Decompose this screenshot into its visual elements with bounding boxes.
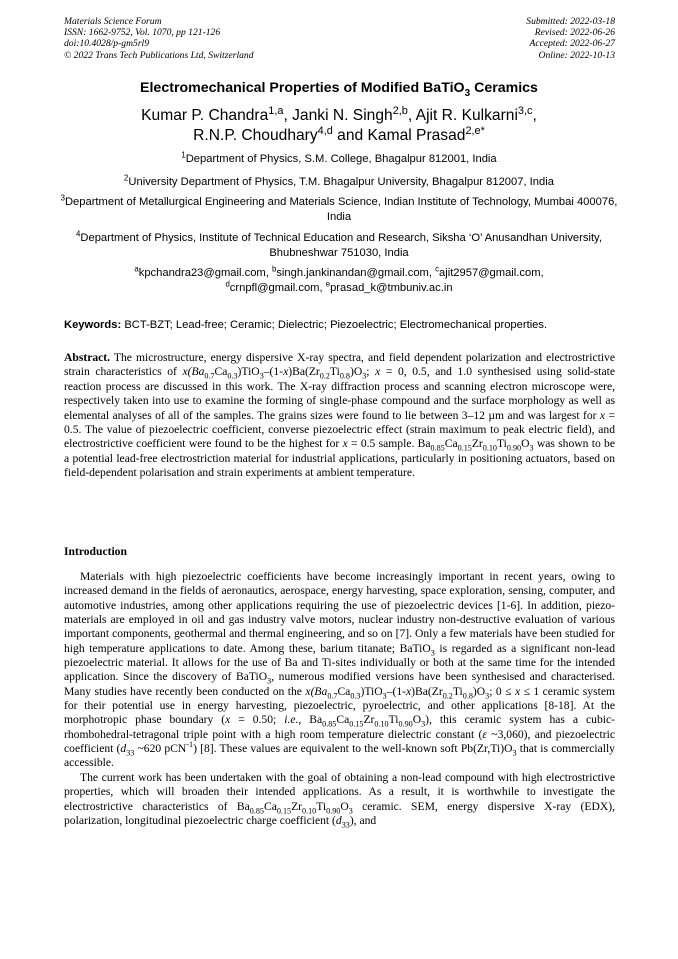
date-online: Online: 2022-10-13 xyxy=(538,49,615,61)
intro-paragraph-1: Materials with high piezoelectric coefficients have become increasingly important in recent years, owing to increased demand in the fields of aeronautics, aerospace, energy harvesting, space exploration, sensing, computer, and automotive industries, among other applications requiring the use of piezoelectric devices [1-6]. In addition, piezo-materials are employed in oil and gas industry valve motors, nuclear industry non-destructive evaluation of various important components, geothermal and thermal engineering, and so on [7]. Only a few materials have been studied for high temperature applications to date. Among these, barium titanate; BaTiO$_3$ is regarded as a significant non-lead piezoelectric material. It allows for the use of Ba and Ti-sites individually or both at the same time for the intended application. Since the discovery of BaTiO$_3$, numerous modified versions have been synthesised and characterised. Many studies have recently been conducted on the $x(Ba_{0.7}Ca_{0.3})TiO_3-(1-x)Ba(Zr_{0.2}Ti_{0.8})O_3$; 0 ≤ x ≤ 1 ceramic system for their potential use in energy harvesting, piezoelectric, pyroelectric, and other applications [8-18]. At the morphotropic phase boundary (x = 0.50; i.e., $Ba_{0.85}Ca_{0.15}Zr_{0.10}Ti_{0.90}O_3$), this ceramic system has a cubic-rhombohedral-tetragonal triple point with a high room temperature dielectric constant (ε ~3,060), and piezoelectric coefficient ($d_{33}$ ~620 pCN$^{-1}$) [8]. These values are equivalent to the well-known soft $Pb(Zr,Ti)O_3$ that is commercially accessible. xyxy=(64,570,616,770)
keywords xyxy=(64,318,616,332)
paper-title: Electromechanical Properties of Modified BaTiO$_3$ Ceramics xyxy=(140,80,538,99)
author-line-2: R.N.P. Choudhary$^{4,d}$ and Kamal Prasad$^{2,e*}$ xyxy=(193,124,485,144)
email-link[interactable]: kpchandra23@gmail.com, xyxy=(138,267,272,279)
section-heading-introduction: Introduction xyxy=(64,545,127,558)
email-link[interactable]: ajit2957@gmail.com, xyxy=(439,267,544,279)
journal-doi: doi:10.4028/p-gm5rl9 xyxy=(64,38,150,50)
author-line-1: Kumar P. Chandra$^{1,a}$, Janki N. Singh$^{2,b}$, Ajit R. Kulkarni$^{3,c}$, xyxy=(141,104,537,124)
author-emails: $^a$kpchandra23@gmail.com, $^b$singh.jankinandan@gmail.com, $^c$ajit2957@gmail.com, $^d$crnpfl@gmail.com, $^e$prasad_k@tmbuniv.ac.in xyxy=(134,264,544,294)
keywords-text: BCT-BZT; Lead-free; Ceramic; Dielectric; Piezoelectric; Electromechanical properties. xyxy=(124,319,548,331)
date-revised: Revised: 2022-06-26 xyxy=(534,27,615,39)
keywords-label: Keywords: xyxy=(64,319,125,331)
affiliation-2: $^2$University Department of Physics, T.M. Bhagalpur University, Bhagalpur 812007, India xyxy=(124,173,554,188)
introduction-body xyxy=(64,570,615,828)
author-list xyxy=(60,106,618,146)
journal-header-left xyxy=(64,16,254,61)
journal-name: Materials Science Forum xyxy=(64,16,162,27)
abstract: Abstract. The microstructure, energy dispersive X-ray spectra, and field dependent polarization and electrostrictive strain characteristics of $x(Ba_{0.7}Ca_{0.3})TiO_3-(1-x)Ba(Zr_{0.2}Ti_{0.8})O_3$; x = 0, 0.5, and 1.0 synthesised using solid-state reaction process are discussed in this work. The X-ray diffraction process and scanning electron microscope were, respectively taken into use to examine the forming of single-phase compound and the surface morphology as well as elemental analyses of all of the samples. The grains sizes were found to lie between 3–12 µm and was largest for x = 0.5. The value of piezoelectric coefficient, converse piezoelectric effect (strain maximum to peak electric field), and electrostrictive coefficient were found to be the highest for x = 0.5 sample. $Ba_{0.85}Ca_{0.15}Zr_{0.10}Ti_{0.90}O_3$ was shown to be a potential lead-free electrostriction material for industrial applications, particularly in positioning actuators, based on field-dependent polarisation and strain experiments at ambient temperature. xyxy=(64,351,616,480)
date-accepted: Accepted: 2022-06-27 xyxy=(529,38,615,50)
affiliation-3: $^3$Department of Metallurgical Engineering and Materials Science, Indian Institute of Technology, Mumbai 400076, India xyxy=(60,193,618,223)
affiliation-4: $^4$Department of Physics, Institute of Technical Education and Research, Siksha ‘O’ Anusandhan University, Bhubneshwar 751030, India xyxy=(76,229,602,259)
email-link[interactable]: singh.jankinandan@gmail.com, xyxy=(276,267,436,279)
date-submitted: Submitted: 2022-03-18 xyxy=(526,16,615,27)
journal-copyright: © 2022 Trans Tech Publications Ltd, Switzerland xyxy=(64,49,254,61)
journal-header-right xyxy=(526,16,615,61)
email-link[interactable]: prasad_k@tmbuniv.ac.in xyxy=(330,281,453,294)
affiliation-1: $^1$Department of Physics, S.M. College, Bhagalpur 812001, India xyxy=(181,150,497,165)
intro-paragraph-2: The current work has been undertaken with the goal of obtaining a non-lead compound with high electrostrictive properties, which will broaden their intended applications. As a result, it is worthwhile to investigate the electrostrictive characteristics of $Ba_{0.85}Ca_{0.15}Zr_{0.10}Ti_{0.90}O_3$ ceramic. SEM, energy dispersive X-ray (EDX), polarization, longitudinal piezoelectric charge coefficient $(d_{33})$, and xyxy=(64,770,615,830)
email-link[interactable]: crnpfl@gmail.com, xyxy=(229,281,326,294)
journal-issn: ISSN: 1662-9752, Vol. 1070, pp 121-126 xyxy=(64,27,221,39)
